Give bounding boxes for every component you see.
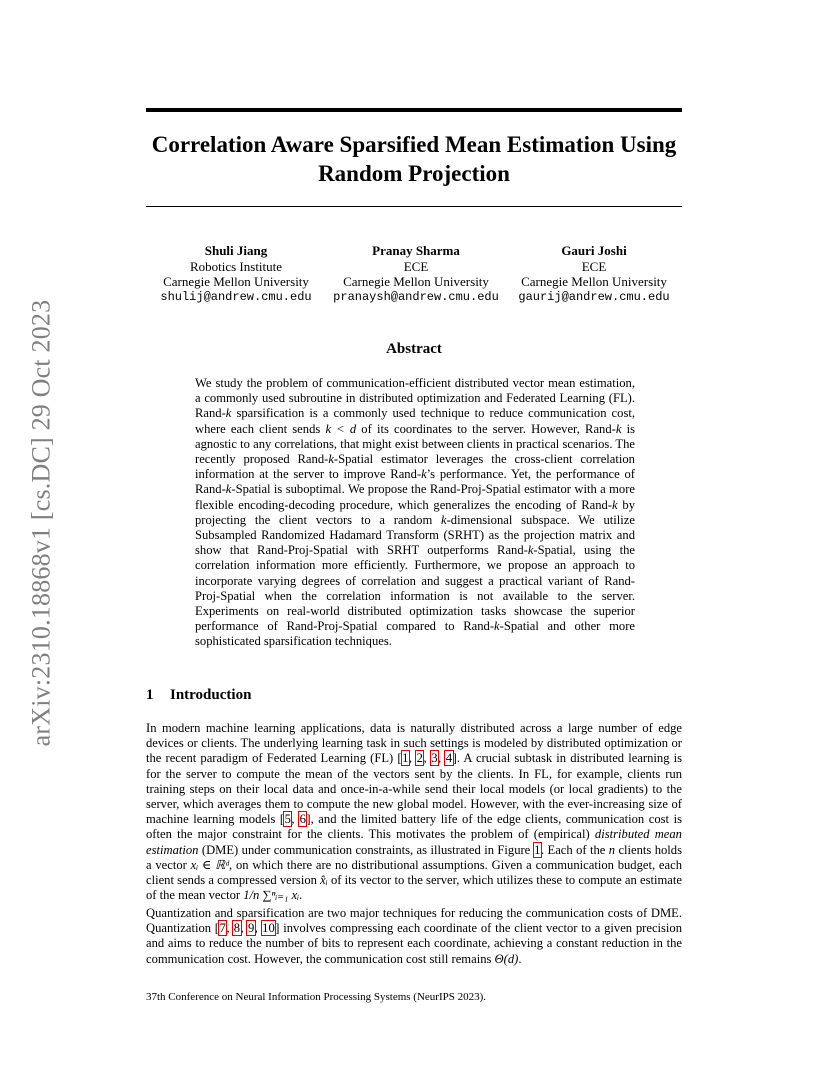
abstract-s10: -Spatial, using the correlation information more efficiently. Furthermore, we propose an approach to incorporate varying degrees of correlation and suggest a practical variant of Rand-Proj-Spatial when the correlation information is not available to the server. Experiments on real-world distributed optimization tasks showcase the superior performance of Rand-Proj-Spatial compared to Rand- (195, 543, 635, 634)
emphasis-text: distributed mean estimation (146, 827, 682, 857)
author-3 (516, 243, 672, 305)
math-mean-expression: 1/n ∑ⁿᵢ₌₁ xᵢ (243, 888, 300, 903)
abstract-s11: -Spatial and other more sophisticated sparsification techniques. (195, 619, 635, 649)
math-k-lt-d: k < d (325, 421, 357, 436)
author-2 (330, 243, 502, 305)
abstract-s2: sparsification is a commonly used technique to reduce communication cost, where each client sends (195, 406, 635, 436)
author-name: Gauri Joshi (561, 243, 627, 258)
author-dept: ECE (581, 258, 607, 274)
author-1 (158, 243, 314, 305)
arxiv-identifier: arXiv:2310.18868v1 [cs.DC] 29 Oct 2023 (26, 299, 55, 747)
text-run: clients holds a vector (146, 842, 683, 872)
intro-paragraph-2: Quantization and sparsification are two major techniques for reducing the communication costs of DME. Quantization [7, 8, 9, 10] involves compressing each coordinate of the client vector to a given precision and aims to reduce the number of bits to represent each coordinate, achieving a constant reduction in the communication cost. However, the communication cost still remains Θ(d). (146, 906, 683, 966)
author-email[interactable]: shulij@andrew.cmu.edu (160, 289, 312, 304)
section-number: 1 (146, 687, 154, 703)
text-run: . (518, 951, 522, 966)
citation-link[interactable]: 1 (402, 751, 409, 766)
text-run: ] involves compressing each coordinate of the client vector to a given precision and aims to reduce the number of bits to represent each coordinate, achieving a constant reduction in the communication cost. However, the communication cost still remains (146, 921, 683, 966)
title-top-rule (146, 108, 682, 112)
citation-link[interactable]: 6 (299, 812, 306, 827)
citation-link[interactable]: 7 (219, 921, 226, 936)
math-k: k (328, 452, 334, 467)
title-bottom-rule (146, 206, 682, 207)
author-email[interactable]: pranaysh@andrew.cmu.edu (333, 289, 499, 304)
text-run: In modern machine learning applications, data is naturally distributed across a large number of edge devices or clients. The underlying learning task in such settings is modeled by distributed optimization or the recent paradigm of Federated Learning (FL) [ (146, 721, 682, 766)
author-email[interactable]: gaurij@andrew.cmu.edu (518, 289, 670, 304)
math-k: k (527, 543, 534, 558)
math-k: k (615, 421, 622, 436)
title-line-1: Correlation Aware Sparsified Mean Estimation Using (151, 132, 677, 157)
author-dept: Robotics Institute (189, 258, 283, 274)
text-run: ], and the limited battery life of the edge clients, communication cost is often the major constraint for the clients. This motivates the problem of (empirical) (146, 812, 682, 842)
citation-link[interactable]: 9 (247, 921, 255, 936)
conference-footnote: 37th Conference on Neural Information Processing Systems (NeurIPS 2023). (146, 991, 487, 1003)
citation-link[interactable]: 8 (233, 921, 241, 936)
math-n: n (608, 842, 616, 857)
author-name: Shuli Jiang (204, 243, 268, 258)
math-k: k (225, 482, 232, 497)
math-xhat: x̂ᵢ (320, 873, 328, 888)
math-k: k (612, 497, 618, 512)
author-affiliation: Carnegie Mellon University (343, 274, 489, 289)
math-k: k (494, 619, 500, 634)
abstract-s5: -Spatial estimator leverages the cross-client correlation information at the server to improve Rand- (195, 452, 635, 482)
math-k: k (421, 467, 427, 482)
title-line-2: Random Projection (318, 161, 510, 186)
arxiv-identifier-margin (21, 288, 61, 758)
math-k: k (225, 406, 232, 421)
abstract-s6: ’s performance. Yet, the performance of Rand- (195, 467, 635, 497)
text-run: . Each of the (540, 842, 609, 857)
text-run: of its vector to the server, which utilizes these to compute an estimate of the mean vector (146, 873, 682, 903)
abstract-s4: is agnostic to any correlations, that might exist between clients in practical scenarios. The recently proposed Rand- (195, 421, 635, 467)
author-name: Pranay Sharma (372, 243, 460, 258)
abstract-text (195, 376, 635, 650)
abstract-heading: Abstract (386, 341, 442, 357)
abstract-s7: -Spatial is suboptimal. We propose the Rand-Proj-Spatial estimator with a more flexible encoding-decoding procedure, which generalizes the encoding of Rand- (195, 482, 635, 512)
author-affiliation: Carnegie Mellon University (163, 274, 309, 289)
author-affiliation: Carnegie Mellon University (521, 274, 667, 289)
text-run: ]. A crucial subtask in distributed learning is for the server to compute the mean of the vectors sent by the clients. In FL, for example, clients run training steps on their local data and once-in-a-while send their local models (or local gradients) to the server, which averages them to compute the new global model. However, with the ever-increasing size of machine learning models [ (146, 751, 683, 827)
author-dept: ECE (403, 258, 429, 274)
section-heading-introduction (146, 687, 682, 704)
intro-paragraph-1: In modern machine learning applications, data is naturally distributed across a large number of edge devices or clients. The underlying learning task in such settings is modeled by distributed optimization or the recent paradigm of Federated Learning (FL) [1, 2, 3, 4]. A crucial subtask in distributed learning is for the server to compute the mean of the vectors sent by the clients. In FL, for example, clients run training steps on their local data and once-in-a-while send their local models (or local gradients) to the server, which averages them to compute the new global model. However, with the ever-increasing size of machine learning models [5, 6], and the limited battery life of the edge clients, communication cost is often the major constraint for the clients. This motivates the problem of (empirical) distributed mean estimation (DME) under communication constraints, as illustrated in Figure 1. Each of the n clients holds a vector xᵢ ∈ ℝᵈ, on which there are no distributional assumptions. Given a communication budget, each client sends a compressed version x̂ᵢ of its vector to the server, which utilizes these to compute an estimate of the mean vector 1/n ∑ⁿᵢ₌₁ xᵢ. (146, 721, 683, 903)
citation-link[interactable]: 10 (262, 921, 275, 936)
citation-link[interactable]: 4 (445, 751, 453, 766)
citation-link[interactable]: 5 (284, 812, 291, 827)
abstract-s1: We study the problem of communication-efficient distributed vector mean estimation, a commonly used subroutine in distributed optimization and Federated Learning (FL). Rand- (195, 376, 635, 421)
paper-title (146, 130, 682, 188)
math-theta-d: Θ(d) (494, 951, 519, 966)
figure-link[interactable]: 1 (534, 842, 541, 857)
citation-link[interactable]: 2 (416, 751, 423, 766)
text-run: . (299, 888, 303, 903)
text-run: Quantization and sparsification are two major techniques for reducing the communication costs of DME. Quantization [ (146, 906, 682, 936)
text-run: (DME) under communication constraints, as illustrated in Figure (198, 842, 534, 857)
math-xi-in-rd: xᵢ ∈ ℝᵈ (190, 857, 230, 872)
abstract-s3: of its coordinates to the server. However, Rand- (356, 421, 616, 436)
citation-link[interactable]: 3 (431, 751, 438, 766)
text-run: , on which there are no distributional assumptions. Given a communication budget, each client sends a compressed version (146, 857, 682, 888)
abstract-s8: by projecting the client vectors to a random (195, 497, 635, 527)
abstract-s9: -dimensional subspace. We utilize Subsampled Randomized Hadamard Transform (SRHT) as the projection matrix and show that Rand-Proj-Spatial with SRHT outperforms Rand- (195, 512, 635, 558)
math-k: k (441, 512, 447, 527)
section-title: Introduction (170, 687, 252, 703)
